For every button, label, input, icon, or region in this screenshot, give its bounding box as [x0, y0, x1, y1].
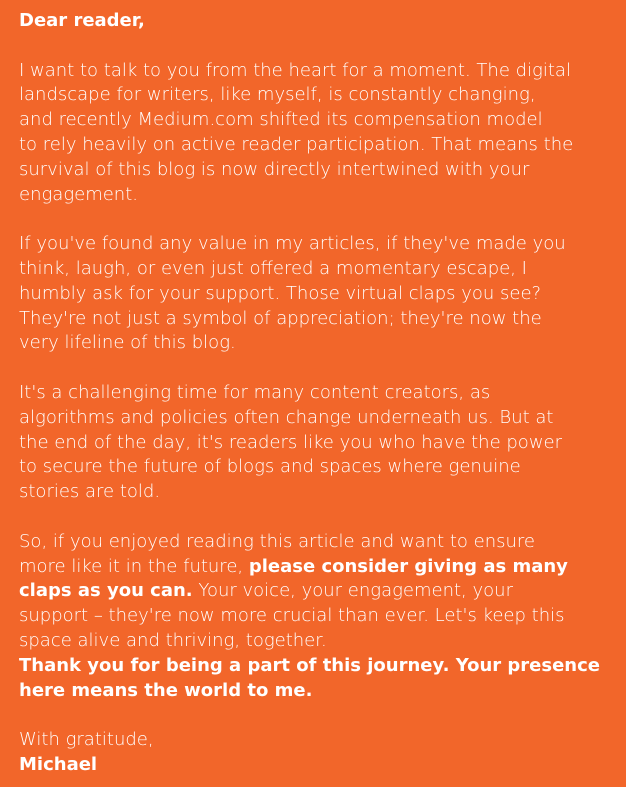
paragraph-3-line: stories are told. [19, 481, 161, 503]
paragraph-4-line: support – they're now more crucial than ever. Let's keep this [19, 605, 565, 627]
paragraph-1-line: engagement. [19, 183, 138, 205]
closing-text: With gratitude, [19, 729, 154, 751]
thanks-line: here means the world to me. [19, 679, 313, 701]
paragraph-4-line [19, 555, 616, 580]
greeting-text: Dear reader, [19, 10, 145, 31]
clap-request-text: please consider giving as many [248, 555, 568, 577]
paragraph-1-line: and recently Medium.com shifted its compensation model [19, 109, 543, 131]
paragraph-2 [19, 232, 616, 356]
paragraph-4-text: Your voice, your engagement, your [192, 580, 513, 602]
paragraph-1-line: to rely heavily on active reader participation. That means the [19, 133, 574, 155]
paragraph-4-line: So, if you enjoyed reading this article and want to ensure [19, 530, 535, 552]
paragraph-4-line: space alive and thriving, together. [19, 629, 327, 651]
sign-off [19, 728, 616, 778]
paragraph-1-line: I want to talk to you from the heart for a moment. The digital [19, 59, 571, 81]
thanks-paragraph [19, 654, 616, 704]
signature-text: Michael [19, 753, 98, 775]
paragraph-2-line: They're not just a symbol of appreciation; they're now the [19, 307, 542, 329]
paragraph-2-line: If you've found any value in my articles, if they've made you [19, 233, 566, 255]
paragraph-4 [19, 530, 616, 654]
paragraph-4-text: more like it in the future, [19, 555, 249, 577]
paragraph-4-line [19, 579, 616, 604]
paragraph-2-line: think, laugh, or even just offered a momentary escape, I [19, 257, 527, 279]
paragraph-1-line: landscape for writers, like myself, is constantly changing, [19, 84, 536, 106]
paragraph-2-line: very lifeline of this blog. [19, 332, 236, 354]
paragraph-3-line: the end of the day, it's readers like you who have the power [19, 431, 563, 453]
clap-request-text: claps as you can. [19, 580, 193, 602]
paragraph-3 [19, 381, 616, 505]
paragraph-3-line: algorithms and policies often change underneath us. But at [19, 406, 554, 428]
paragraph-1 [19, 59, 616, 208]
paragraph-3-line: to secure the future of blogs and spaces where genuine [19, 456, 521, 478]
paragraph-2-line: humbly ask for your support. Those virtual claps you see? [19, 282, 542, 304]
paragraph-3-line: It's a challenging time for many content creators, as [19, 381, 491, 403]
greeting [19, 9, 616, 34]
paragraph-1-line: survival of this blog is now directly intertwined with your [19, 158, 530, 180]
thanks-line: Thank you for being a part of this journey. Your presence [19, 654, 600, 676]
